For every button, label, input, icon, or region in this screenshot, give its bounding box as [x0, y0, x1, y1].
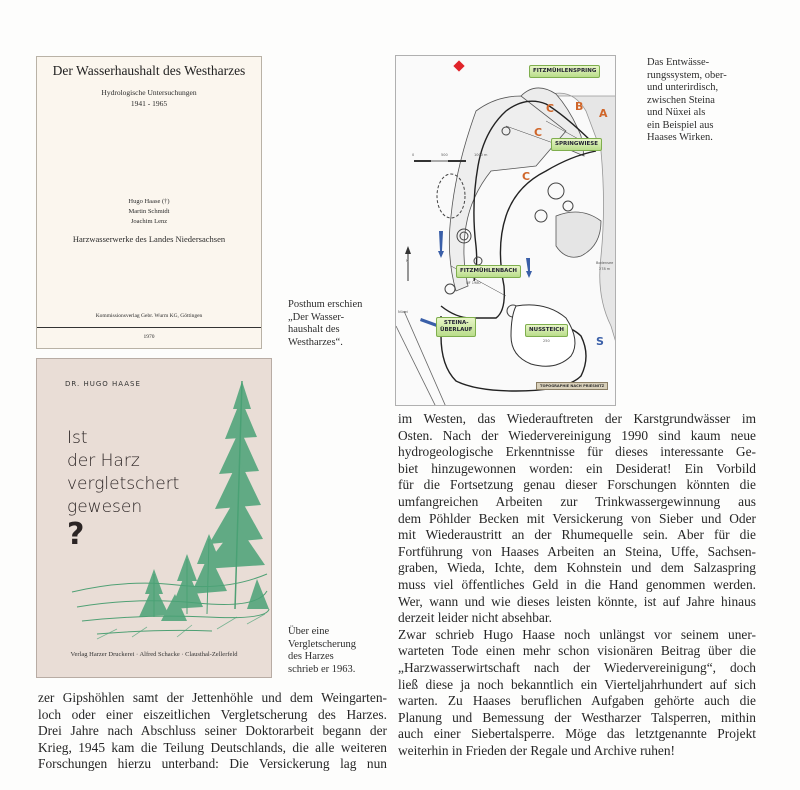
- text-line: Krieg, 1945 kam die Teilung Deutschlands, die alle weiteren: [38, 739, 387, 755]
- label-line: STEINA-: [443, 320, 469, 326]
- text-line: auch einer Siebertalsperre. Möge das letztgenannte Projekt: [398, 726, 756, 742]
- text-line: hydrogeologische Erkenntnisse für dieses interessante Ge-: [398, 444, 756, 460]
- book2-title-line: Ist: [67, 428, 88, 448]
- book2-imprint: Verlag Harzer Druckerei · Alfred Schacke · Clausthal-Zellerfeld: [70, 651, 238, 658]
- north-arrow: [405, 246, 411, 281]
- caption-line: Das Entwässe-: [647, 57, 710, 68]
- book2-title-line: gewesen: [67, 497, 143, 517]
- text-line: umfangreichen Arbeiten zur Trinkwassergewinnung aus: [398, 493, 756, 509]
- nf-label: NF 1980: [466, 281, 481, 285]
- book1-author: Hugo Haase (†): [128, 198, 170, 205]
- scale-mid: 500: [441, 153, 448, 157]
- map-letter-b: B: [575, 100, 584, 113]
- text-line: Fortführung von Haases Arbeiten an Steina, Uffe, Sachsen-: [398, 543, 756, 559]
- label-fitzmuehlenbach: FITZMÜHLENBACH: [456, 265, 521, 278]
- drainage-map: [395, 55, 616, 406]
- text-line: mit Wiederaustritt an der Rhumequelle sein. Aber für die: [398, 527, 756, 543]
- text-line: Wer, wann und wie dieses leisten könnte, ist auf Jahre hinaus: [398, 593, 756, 609]
- book1-rule: [37, 327, 261, 328]
- text-line: dem Pöhlder Becken mit Versickerung von Sieber und Oder: [398, 510, 756, 526]
- text-line: Osten. Nach der Wiedervereinigung 1990 sind kaum neue: [398, 427, 756, 443]
- caption-line: „Der Wasser-: [288, 311, 345, 323]
- text-line: weiterhin in Frieden der Regale und Archive ruhen!: [398, 742, 676, 758]
- text-line: Planung und Bemessung der Westharzer Talsperren, mithin: [398, 709, 756, 725]
- label-topographie: TOPOGRAPHIE NACH PRIESNITZ: [536, 382, 608, 390]
- caption-line: Haases Wirken.: [647, 132, 713, 143]
- text-line: derzeit leider nicht absehbar.: [398, 610, 552, 626]
- bodensee-elevation: 278 m: [599, 267, 611, 271]
- caption-line: zwischen Steina: [647, 94, 715, 106]
- book1-publisher: Kommissionsverlag Gebr. Wurm KG, Göttingen: [95, 313, 203, 319]
- book2-title-line: vergletschert: [67, 474, 180, 494]
- place-nuexei: Nüxei: [398, 310, 408, 314]
- text-line: im Westen, das Wiederauftreten der Karstgrundwässer im: [398, 411, 756, 426]
- text-line: Zwar schrieb Hugo Haase noch unlängst vor seinem uner-: [398, 626, 756, 642]
- caption-line: Vergletscherung: [288, 638, 357, 650]
- text-line: muss viel öffentliches Geld in die Hand genommen werden.: [398, 576, 756, 592]
- caption-line: haushalt des: [288, 324, 340, 335]
- text-line: loch oder einer eiszeitlichen Vergletscherung des Harzes.: [38, 706, 387, 722]
- north-label: N: [406, 259, 409, 263]
- book1-author: Martin Schmidt: [128, 208, 170, 215]
- question-mark: ?: [67, 517, 85, 552]
- bodensee-label: Bodensee: [596, 261, 614, 265]
- text-line: warten. Zu Haases beruflichen Aufgaben gehörte auch die: [398, 693, 756, 709]
- caption-line: des Harzes: [288, 651, 334, 662]
- book1-year: 1970: [143, 334, 155, 340]
- book1-title: Der Wasserhaushalt des Westharzes: [52, 63, 246, 78]
- book1-authors: [37, 197, 261, 227]
- book1-subtitle: Hydrologische Untersuchungen: [101, 88, 197, 97]
- caption-line: Westharzes“.: [288, 336, 343, 348]
- map-letter-s: S: [596, 335, 604, 348]
- map-letter-c: C: [534, 126, 543, 139]
- book-cover-vergletschert: [36, 358, 272, 678]
- caption-book2: [288, 626, 388, 676]
- label-fitzmuehlenspring: FITZMÜHLENSPRING: [529, 65, 600, 78]
- text-line: Forschungen hierzu unterband: Die Versickerung lag nun: [38, 756, 387, 772]
- caption-line: schrieb er 1963.: [288, 663, 356, 675]
- text-line: biet hinzugewonnen worden: ein Desiderat! Ein Vorbild: [398, 460, 756, 476]
- scale-end: 1000 m: [474, 153, 488, 157]
- caption-line: und Nüxei als: [647, 107, 706, 118]
- label-springwiese: SPRINGWIESE: [551, 138, 602, 151]
- text-line: warteten Tode einen mehr schon visionären Beitrag über die: [398, 643, 756, 659]
- map-letter-c: C: [522, 170, 531, 183]
- caption-line: rungssystem, ober-: [647, 69, 727, 81]
- caption-book1: [288, 299, 388, 349]
- book2-title-line: der Harz: [67, 451, 140, 471]
- text-line: ließ diese ja noch bekanntlich ein Vierteljahrhundert auf sich: [398, 676, 756, 692]
- book-cover-wasserhaushalt: [36, 56, 262, 349]
- text-line: zer Gipshöhlen samt der Jettenhöhle und dem Weingarten-: [38, 690, 387, 705]
- body-text-right: [398, 411, 756, 759]
- caption-line: Über eine: [288, 626, 330, 637]
- map-letter-a: A: [599, 107, 608, 120]
- text-line: „Harzwasserwirtschaft nach der Wiedervereinigung“, doch: [398, 659, 756, 675]
- caption-line: Posthum erschien: [288, 299, 363, 310]
- body-text-left: [38, 690, 387, 773]
- label-line: ÜBERLAUF: [440, 327, 473, 333]
- caption-line: ein Beispiel aus: [647, 119, 714, 131]
- caption-line: und unterirdisch,: [647, 82, 719, 93]
- label-steina-ueberlauf: [436, 317, 476, 337]
- text-line: graben, Wieda, Ichte, dem Kohnstein und dem Salzaspring: [398, 560, 756, 576]
- text-line: Drei Jahre nach Abschluss seiner Doktorarbeit begann der: [38, 723, 387, 739]
- book1-author: Joachim Lenz: [130, 218, 168, 225]
- book1-institution: Harzwasserwerke des Landes Niedersachsen: [72, 234, 226, 244]
- label-nussteich: NUSSTEICH: [525, 324, 568, 337]
- scale-zero: 0: [412, 153, 415, 157]
- book1-years: 1941 - 1965: [130, 99, 168, 108]
- red-diamond-marker: [453, 60, 464, 71]
- map-letter-c: C: [546, 102, 555, 115]
- text-line: für die Fortsetzung genau dieser Forschungen könnten die: [398, 477, 756, 493]
- book2-title: [67, 427, 179, 519]
- nussteich-elevation: 250: [543, 339, 550, 343]
- book2-author: DR. HUGO HAASE: [65, 380, 141, 388]
- caption-map: [647, 57, 757, 145]
